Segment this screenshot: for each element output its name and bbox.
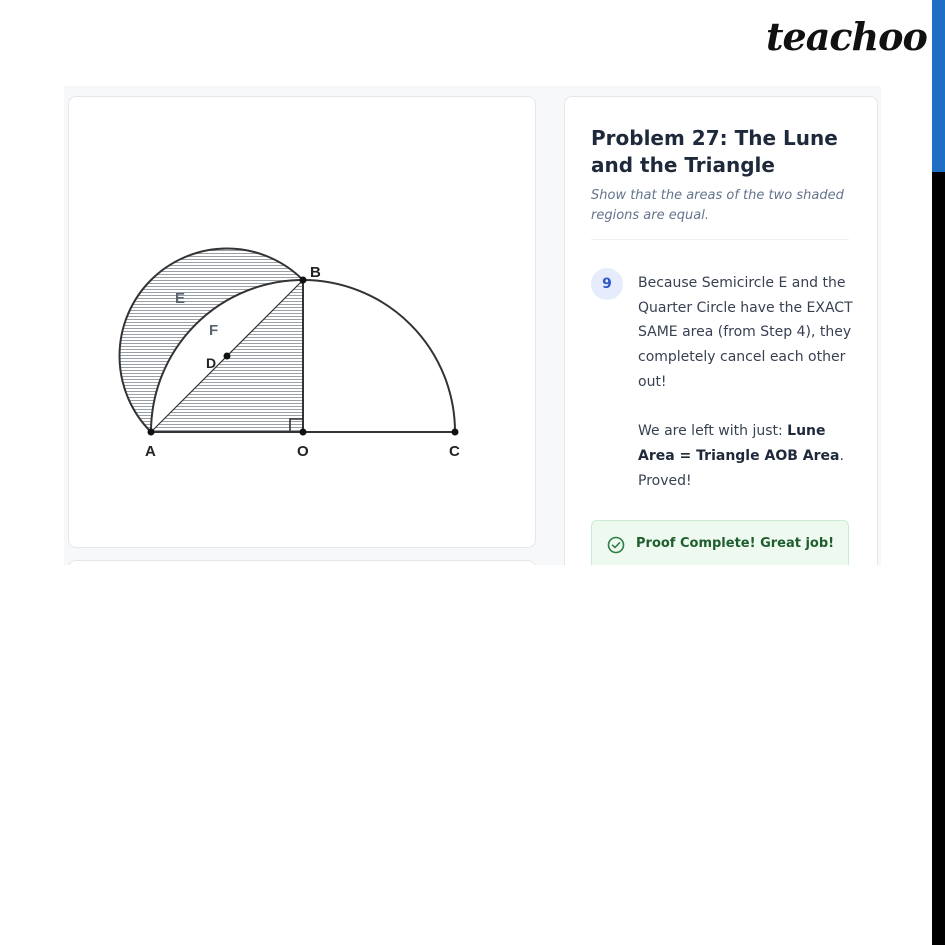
explanation-panel <box>564 96 878 565</box>
label-a: A <box>145 443 156 460</box>
point-a <box>148 429 155 436</box>
point-b <box>300 277 307 284</box>
proof-complete-banner <box>591 520 849 565</box>
point-o <box>300 429 307 436</box>
geometry-diagram <box>69 97 535 547</box>
scrollbar-thumb[interactable] <box>932 0 945 172</box>
diagram-card <box>68 96 536 548</box>
problem-title: Problem 27: The Lune and the Triangle <box>591 126 838 177</box>
problem-subtitle: Show that the areas of the two shaded regions are equal. <box>591 188 844 223</box>
app-frame <box>64 86 881 565</box>
step-explanation <box>638 271 853 493</box>
check-circle-icon <box>607 536 625 558</box>
conclusion-highlight: Lune Area = Triangle AOB Area <box>638 423 840 464</box>
label-o: O <box>297 443 309 460</box>
label-d: D <box>206 355 217 371</box>
label-e: E <box>175 290 186 307</box>
label-c: C <box>449 443 460 460</box>
proof-complete-message: Proof Complete! Great job! <box>636 536 835 551</box>
conclusion-prefix: We are left with just: <box>638 423 788 440</box>
point-d <box>224 353 231 360</box>
label-b: B <box>310 264 321 281</box>
step-explanation-text: Because Semicircle E and the Quarter Circle have the EXACT SAME area (from Step 4), they completely cancel each other out! <box>638 275 853 390</box>
point-c <box>452 429 459 436</box>
label-f: F <box>209 322 219 339</box>
conclusion-suffix: . Proved! <box>638 447 844 489</box>
teachoo-logo: teachoo <box>766 14 927 59</box>
secondary-card <box>68 560 536 565</box>
step-number-badge: 9 <box>591 268 623 300</box>
divider <box>591 239 849 240</box>
step-conclusion <box>638 419 853 493</box>
